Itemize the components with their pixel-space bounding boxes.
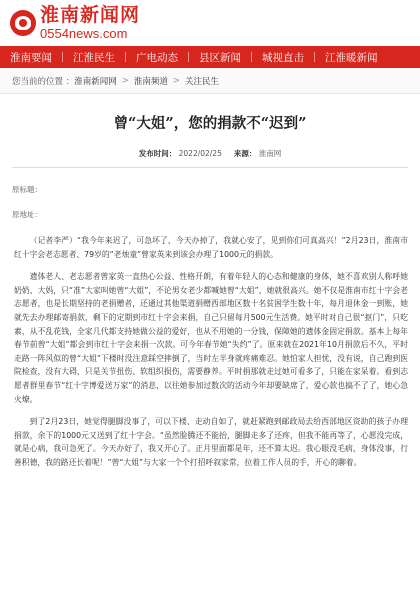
main-nav (0, 46, 420, 68)
breadcrumb-section[interactable]: 关注民生 (184, 76, 219, 87)
publish-date: 2022/02/25 (178, 149, 222, 158)
nav-item-city-view[interactable]: 城视直击 (262, 51, 304, 64)
site-name: 淮南新闻网 (40, 4, 141, 26)
site-logo[interactable] (10, 6, 140, 40)
breadcrumb-separator: > (121, 75, 129, 86)
original-title-field: 原标题： (12, 185, 42, 194)
source-label: 来源： (233, 149, 257, 158)
site-header (0, 0, 420, 46)
nav-item-county-news[interactable]: 县区新闻 (199, 51, 241, 64)
article-paragraph: 遗体老人、老志愿者曾家英一直热心公益、性格开朗，有着年轻人的心态和健康的身体，她不喜欢别人称呼她奶奶、大妈，只“准”大家叫她曾“大姐”，不论男女老少都喊她曾“大姐”，她就很高兴。她不仅是淮南市红十字会老志愿者，也是长期坚持的老捐赠者，还通过其他渠道捐赠西部地区数十名贫困学生数十年，每月退休金一到账，她就先去办理邮寄捐款，剩下的定期到市红十字会来捐，自己只留每月500元生活费。她平时对自己很“抠门”，只吃素，从不乱花钱，全家几代都支持她做公益的爱好，也从不用她的一分钱，保障她的遗体金固定捐款。基本上每年春节前曾“大姐”都会到市红十字会来捐一次款。可今年春节她“失约”了。原来就在2021年10月捐款后不久，平时走路一阵风似的曾“大姐”下楼时没注意踩空摔倒了，当时左半身就疼痛难忍。她怕家人担忧，没有说，自己跑到医院检查，没有大碍，只是关节扭伤、软组织损伤，需要静养。平时捐那就走过她可看多了，只能在家呆着。看到志愿者群里春节“红十字博爱送万家”的消息，以往她参加过数次的活动今年却要缺席了，爱心款也搞不了了，她心急火燎。 (14, 272, 408, 404)
article-meta (0, 148, 420, 159)
breadcrumb-channel[interactable]: 淮南频道 (133, 76, 168, 87)
nav-item-jianghuai-livelihood[interactable]: 江淮民生 (73, 51, 115, 64)
site-url: 0554news.com (40, 26, 128, 41)
breadcrumb (0, 68, 420, 94)
breadcrumb-home[interactable]: 淮南新闻网 (74, 76, 117, 87)
breadcrumb-prefix: 您当前的位置 ： (12, 76, 75, 87)
article-title: 曾“大姐”，您的捐款不“迟到” (113, 115, 307, 132)
article-paragraph: （记者李严）“我今年来迟了，可急坏了，今天办掉了，我就心安了，见到你们可真高兴！”2月23日，淮南市红十字会老志愿者、79岁的“老烛童”曾家英来到该会办理了1000元的捐款。 (14, 236, 408, 259)
logo-icon (10, 10, 36, 36)
nav-item-broadcast-news[interactable]: 广电动态 (136, 51, 178, 64)
nav-item-warm-news[interactable]: 江淮暖新闻 (325, 51, 378, 64)
publish-label: 发布时间： (138, 149, 177, 158)
article-body (0, 234, 420, 470)
original-address-field: 原地址： (12, 210, 42, 219)
article-paragraph: 到了2月23日，她觉得腿脚没事了，可以下楼、走动自如了，就赶紧跑到邮政局去给西部地区资助的孩子办理捐款，余下的1000元又送到了红十字会。“虽然脸腾还不能抬，腿脚走多了还疼，但我不能再等了，心愿没完成，就是心病，我可急死了。今天办好了，我又开心了。正月里面都是年，还不算太迟。我心眼没毛病，身体没事，行善积德，我的路还长着呢！”曾“大姐”与大家一个个打招呼叙家常，拉着工作人员的手，开心的聊着。 (14, 417, 408, 467)
source-name: 淮南网 (258, 149, 282, 158)
meta-divider (12, 167, 408, 168)
breadcrumb-separator: > (172, 75, 180, 86)
nav-item-huainan-news[interactable]: 淮南要闻 (10, 51, 52, 64)
